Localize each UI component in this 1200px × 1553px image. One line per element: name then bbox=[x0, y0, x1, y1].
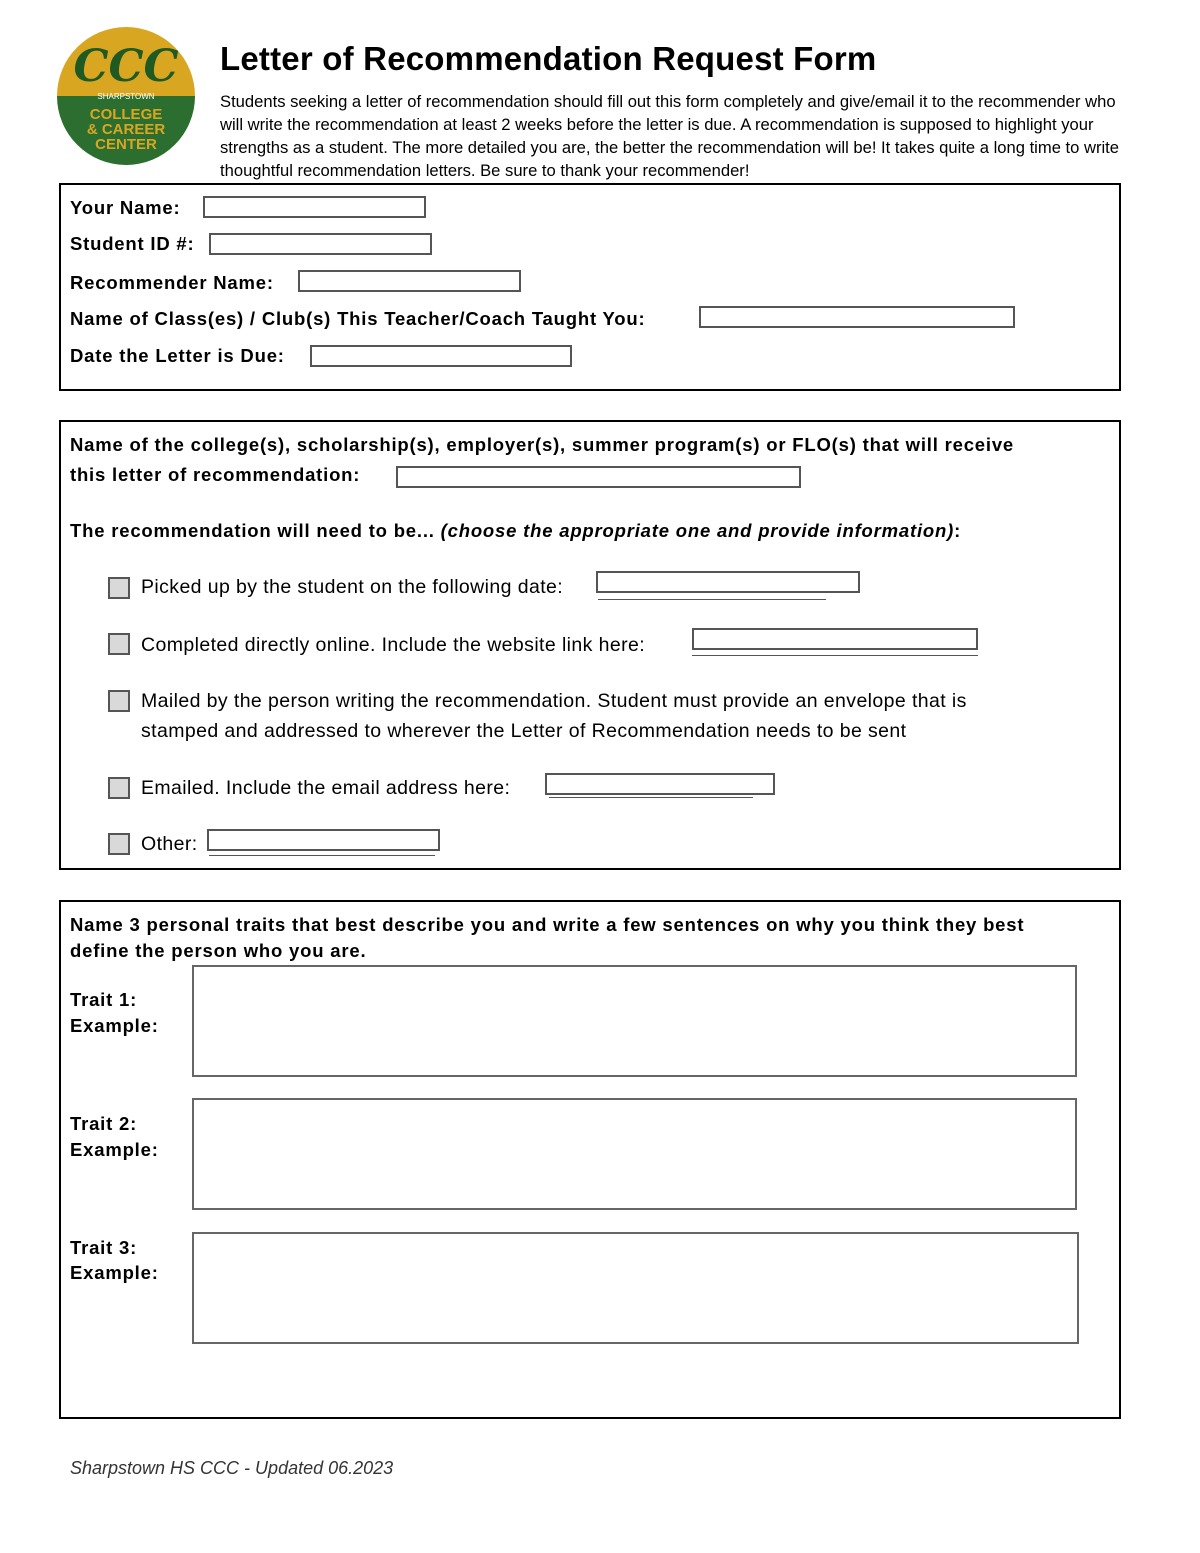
trait1-textarea[interactable] bbox=[192, 965, 1077, 1077]
trait2-example-label: Example: bbox=[70, 1139, 159, 1160]
trait1-label: Trait 1: bbox=[70, 989, 138, 1010]
online-checkbox[interactable] bbox=[108, 633, 130, 655]
pickup-underline bbox=[598, 599, 826, 600]
due-date-input[interactable] bbox=[310, 345, 572, 367]
recipient-label-line2: this letter of recommendation: bbox=[70, 464, 361, 485]
prompt-colon: : bbox=[954, 520, 962, 541]
recipient-label-line1: Name of the college(s), scholarship(s), employer(s), summer program(s) or FLO(s) that will receive bbox=[70, 434, 1014, 455]
trait3-textarea[interactable] bbox=[192, 1232, 1079, 1344]
logo-line2: & CAREER bbox=[86, 121, 166, 138]
recommender-name-label: Recommender Name: bbox=[70, 272, 274, 293]
online-link-input[interactable] bbox=[692, 628, 978, 650]
your-name-input[interactable] bbox=[203, 196, 426, 218]
page-title: Letter of Recommendation Request Form bbox=[220, 40, 877, 77]
recommender-name-input[interactable] bbox=[298, 270, 521, 292]
recommendation-type-prompt bbox=[70, 520, 961, 542]
other-checkbox[interactable] bbox=[108, 833, 130, 855]
traits-prompt-line2: define the person who you are. bbox=[70, 940, 367, 961]
trait3-example-label: Example: bbox=[70, 1262, 159, 1283]
pickup-checkbox[interactable] bbox=[108, 577, 130, 599]
trait1-example-label: Example: bbox=[70, 1015, 159, 1036]
online-underline bbox=[692, 655, 978, 656]
your-name-label: Your Name: bbox=[70, 197, 181, 218]
logo-ccc-text: CCC bbox=[73, 41, 179, 92]
trait2-textarea[interactable] bbox=[192, 1098, 1077, 1210]
due-date-label: Date the Letter is Due: bbox=[70, 345, 285, 366]
emailed-checkbox[interactable] bbox=[108, 777, 130, 799]
other-option-label: Other: bbox=[141, 833, 198, 855]
trait2-label: Trait 2: bbox=[70, 1113, 138, 1134]
logo-sub-text: SHARPSTOWN bbox=[97, 92, 155, 101]
trait3-label: Trait 3: bbox=[70, 1237, 138, 1258]
pickup-option-label: Picked up by the student on the following date: bbox=[141, 576, 564, 598]
other-underline bbox=[209, 855, 435, 856]
recipient-input[interactable] bbox=[396, 466, 801, 488]
student-id-label: Student ID #: bbox=[70, 233, 195, 254]
footer-text: Sharpstown HS CCC - Updated 06.2023 bbox=[70, 1458, 394, 1478]
mailed-option-label: Mailed by the person writing the recommendation. Student must provide an envelope that is bbox=[141, 690, 967, 712]
logo-line3: CENTER bbox=[95, 136, 157, 153]
emailed-option-label: Emailed. Include the email address here: bbox=[141, 777, 511, 799]
mailed-checkbox[interactable] bbox=[108, 690, 130, 712]
email-underline bbox=[549, 797, 753, 798]
email-address-input[interactable] bbox=[545, 773, 775, 795]
logo-line1: COLLEGE bbox=[89, 106, 163, 123]
prompt-italic: (choose the appropriate one and provide information) bbox=[440, 520, 955, 541]
pickup-date-input[interactable] bbox=[596, 571, 860, 593]
classes-label: Name of Class(es) / Club(s) This Teacher/Coach Taught You: bbox=[70, 308, 646, 329]
prompt-bold: The recommendation will need to be... bbox=[70, 520, 435, 541]
online-option-label: Completed directly online. Include the website link here: bbox=[141, 634, 646, 656]
student-id-input[interactable] bbox=[209, 233, 432, 255]
ccc-logo bbox=[56, 26, 196, 166]
other-input[interactable] bbox=[207, 829, 440, 851]
intro-text: Students seeking a letter of recommendation should fill out this form completely and give/email it to the recommender who will write the recommendation at least 2 weeks before the letter is due. A recommendation is supposed to highlight your strengths as a student. The more detailed you are, the better the recommendation will be! It takes quite a long time to write thoughtful recommendation letters. Be sure to thank your recommender! bbox=[220, 92, 1120, 180]
classes-input[interactable] bbox=[699, 306, 1015, 328]
traits-prompt-line1: Name 3 personal traits that best describe you and write a few sentences on why you think they best bbox=[70, 914, 1025, 935]
mailed-option-label-line2: stamped and addressed to wherever the Letter of Recommendation needs to be sent bbox=[141, 720, 907, 742]
